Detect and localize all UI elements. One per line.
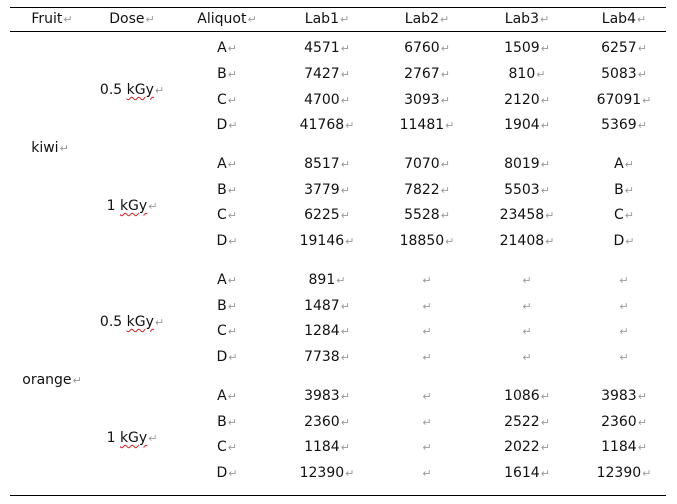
header-dose: Dose ↵: [109, 9, 154, 29]
bottom-rule: [10, 495, 666, 496]
aliquot-cell: C ↵: [217, 205, 237, 225]
lab4-cell: [619, 296, 628, 316]
lab1-cell: 12390 ↵: [300, 463, 355, 483]
lab3-cell: 1614 ↵: [504, 463, 550, 483]
lab2-cell: 18850 ↵: [400, 231, 455, 251]
dose-label: 1 kGy ↵: [107, 196, 158, 216]
aliquot-cell: D ↵: [217, 463, 238, 483]
lab1-cell: 7427 ↵: [304, 64, 350, 84]
lab4-cell: 12390 ↵: [597, 463, 652, 483]
lab1-cell: 4700 ↵: [304, 90, 350, 110]
lab1-cell: 19146 ↵: [300, 231, 355, 251]
lab1-cell: 7738 ↵: [304, 347, 350, 367]
lab4-cell: D ↵: [614, 231, 635, 251]
header-lab2: Lab2 ↵: [405, 9, 449, 29]
lab1-cell: 1284 ↵: [304, 321, 350, 341]
lab3-cell: 8019 ↵: [504, 154, 550, 174]
lab3-cell: 2120 ↵: [504, 90, 550, 110]
lab4-cell: 5369 ↵: [601, 115, 647, 135]
lab2-cell: 7070 ↵: [404, 154, 450, 174]
dose-label: 0.5 kGy ↵: [100, 312, 164, 332]
lab4-cell: B ↵: [614, 180, 634, 200]
lab1-cell: 1184 ↵: [304, 437, 350, 457]
lab4-cell: 5083 ↵: [601, 64, 647, 84]
aliquot-cell: B ↵: [217, 296, 237, 316]
lab3-cell: [522, 296, 531, 316]
lab1-cell: 1487 ↵: [304, 296, 350, 316]
lab1-cell: 41768 ↵: [300, 115, 355, 135]
aliquot-cell: A ↵: [217, 38, 237, 58]
aliquot-cell: C ↵: [217, 437, 237, 457]
aliquot-cell: C ↵: [217, 321, 237, 341]
lab1-cell: 3779 ↵: [304, 180, 350, 200]
lab4-cell: 67091 ↵: [597, 90, 652, 110]
lab2-cell: [422, 270, 431, 290]
lab4-cell: [619, 347, 628, 367]
aliquot-cell: B ↵: [217, 412, 237, 432]
lab2-cell: [422, 463, 431, 483]
lab2-cell: [422, 412, 431, 432]
lab1-cell: 4571 ↵: [304, 38, 350, 58]
lab4-cell: 6257 ↵: [601, 38, 647, 58]
lab3-cell: [522, 347, 531, 367]
lab2-cell: [422, 321, 431, 341]
lab3-cell: 21408 ↵: [500, 231, 555, 251]
aliquot-cell: D ↵: [217, 231, 238, 251]
lab2-cell: [422, 437, 431, 457]
lab4-cell: [619, 321, 628, 341]
header-lab1: Lab1 ↵: [305, 9, 349, 29]
lab2-cell: [422, 347, 431, 367]
lab1-cell: 2360 ↵: [304, 412, 350, 432]
aliquot-cell: A ↵: [217, 386, 237, 406]
aliquot-cell: D ↵: [217, 347, 238, 367]
lab4-cell: 2360 ↵: [601, 412, 647, 432]
aliquot-cell: D ↵: [217, 115, 238, 135]
lab1-cell: 891 ↵: [309, 270, 346, 290]
header-lab4: Lab4 ↵: [602, 9, 646, 29]
lab2-cell: 5528 ↵: [404, 205, 450, 225]
lab2-cell: 7822 ↵: [404, 180, 450, 200]
lab4-cell: 3983 ↵: [601, 386, 647, 406]
header-aliquot: Aliquot ↵: [197, 9, 256, 29]
dose-label: 0.5 kGy ↵: [100, 80, 164, 100]
lab2-cell: 6760 ↵: [404, 38, 450, 58]
top-rule: [10, 7, 666, 8]
aliquot-cell: B ↵: [217, 64, 237, 84]
aliquot-cell: A ↵: [217, 270, 237, 290]
lab4-cell: A ↵: [614, 154, 634, 174]
lab2-cell: [422, 386, 431, 406]
fruit-kiwi: kiwi ↵: [31, 138, 69, 158]
lab3-cell: 1509 ↵: [504, 38, 550, 58]
header-lab3: Lab3 ↵: [505, 9, 549, 29]
lab3-cell: 2022 ↵: [504, 437, 550, 457]
lab3-cell: 5503 ↵: [504, 180, 550, 200]
lab2-cell: 11481 ↵: [400, 115, 455, 135]
lab2-cell: 2767 ↵: [404, 64, 450, 84]
aliquot-cell: A ↵: [217, 154, 237, 174]
lab4-cell: C ↵: [614, 205, 634, 225]
aliquot-cell: C ↵: [217, 90, 237, 110]
lab1-cell: 3983 ↵: [304, 386, 350, 406]
lab3-cell: 2522 ↵: [504, 412, 550, 432]
header-fruit: Fruit ↵: [31, 9, 72, 29]
lab3-cell: 1086 ↵: [504, 386, 550, 406]
fruit-orange: orange ↵: [22, 370, 82, 390]
lab3-cell: 810 ↵: [509, 64, 546, 84]
header-rule: [10, 31, 666, 32]
lab2-cell: [422, 296, 431, 316]
lab3-cell: [522, 321, 531, 341]
lab3-cell: [522, 270, 531, 290]
lab4-cell: 1184 ↵: [601, 437, 647, 457]
lab3-cell: 23458 ↵: [500, 205, 555, 225]
aliquot-cell: B ↵: [217, 180, 237, 200]
lab1-cell: 8517 ↵: [304, 154, 350, 174]
lab1-cell: 6225 ↵: [304, 205, 350, 225]
lab2-cell: 3093 ↵: [404, 90, 450, 110]
dose-label: 1 kGy ↵: [107, 428, 158, 448]
lab3-cell: 1904 ↵: [504, 115, 550, 135]
lab4-cell: [619, 270, 628, 290]
